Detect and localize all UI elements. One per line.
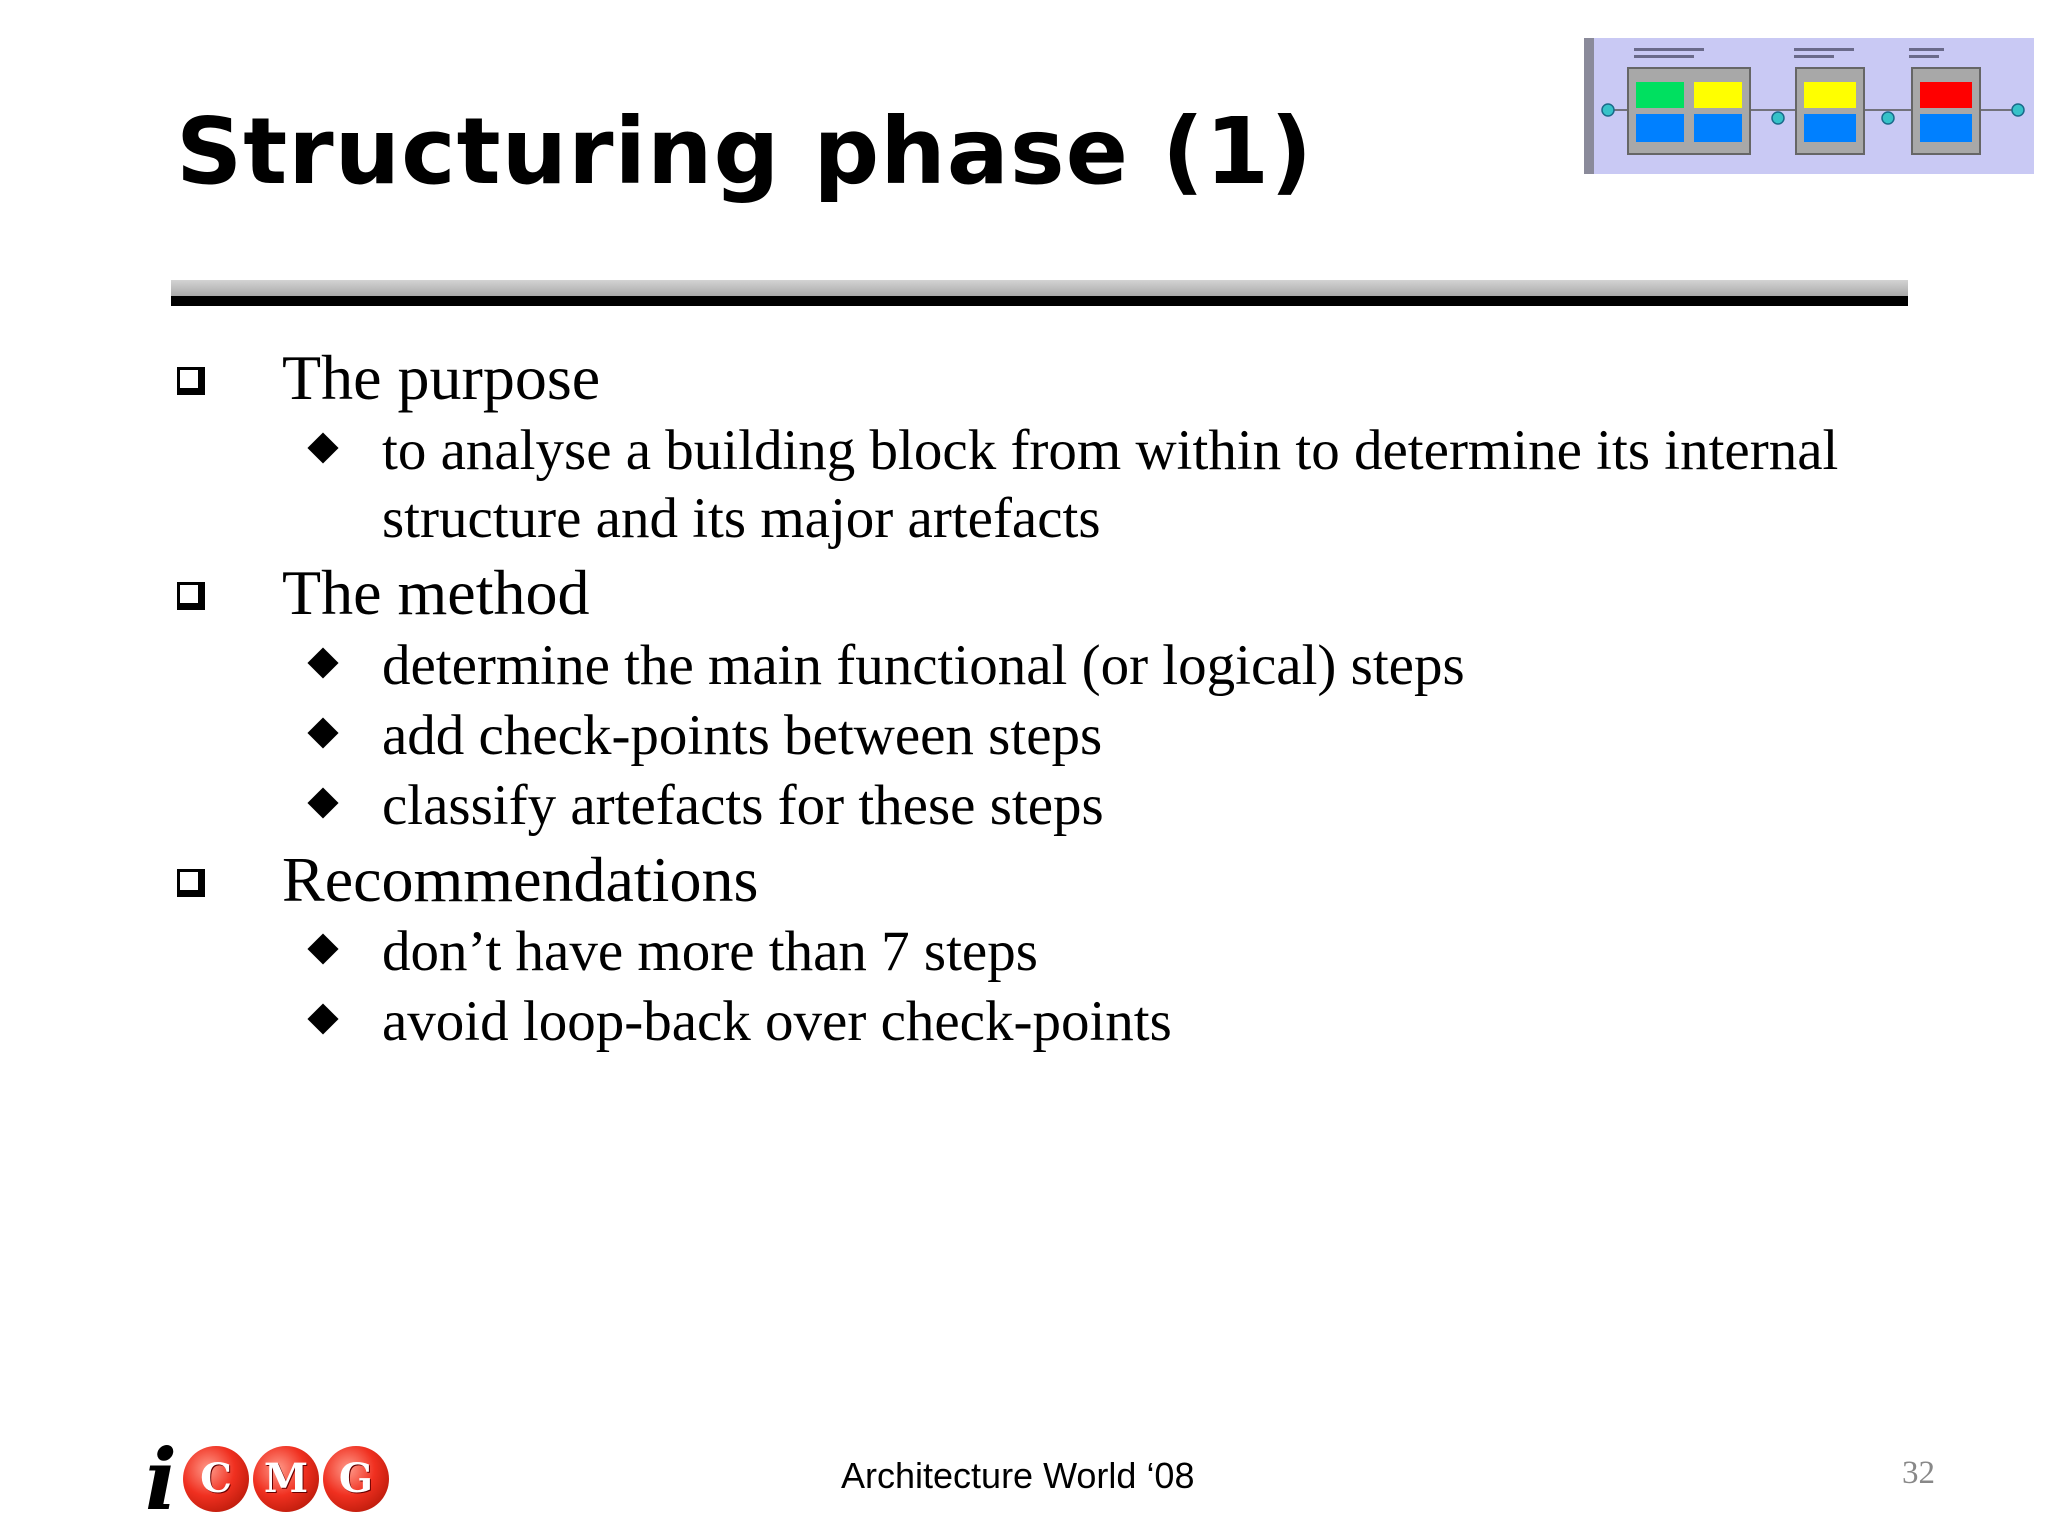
bullet-item-text: determine the main functional (or logical) steps [382,634,1465,697]
logo-ball-m: M [253,1446,319,1512]
bullet-item-text: add check-points between steps [382,704,1103,767]
footer-conference: Architecture World ‘08 [841,1455,1195,1496]
diamond-bullet-icon [307,717,338,748]
diamond-bullet-icon [307,432,338,463]
diamond-bullet-icon [307,787,338,818]
square-bullet-icon [177,869,205,897]
bullet-item-text: don’t have more than 7 steps [382,920,1038,983]
title-rule-light [171,280,1908,296]
logo-ball-g: G [323,1446,389,1512]
square-bullet-icon [177,582,205,610]
process-diagram-graphic [1594,38,2034,174]
bullet-item-text: to analyse a building block from within to determine its internal structure and its major artefacts [382,419,1839,550]
logo-letter-i: i [145,1430,177,1529]
bullet-heading-text: The method [282,557,590,628]
bullet-heading-text: Recommendations [282,844,759,915]
square-bullet-icon [177,367,205,395]
diamond-bullet-icon [307,647,338,678]
bullet-item-text: avoid loop-back over check-points [382,990,1172,1053]
diamond-bullet-icon [307,1003,338,1034]
bullet-heading-text: The purpose [282,342,601,413]
icmg-logo [145,1430,415,1529]
logo-ball-c: C [183,1446,249,1512]
bullet-item-text: classify artefacts for these steps [382,774,1104,837]
slide-title: Structuring phase (1) [176,98,1314,205]
diamond-bullet-icon [307,933,338,964]
page-number: 32 [1902,1455,1935,1491]
process-diagram-thumbnail [1584,38,2034,174]
title-rule-dark [171,296,1908,306]
